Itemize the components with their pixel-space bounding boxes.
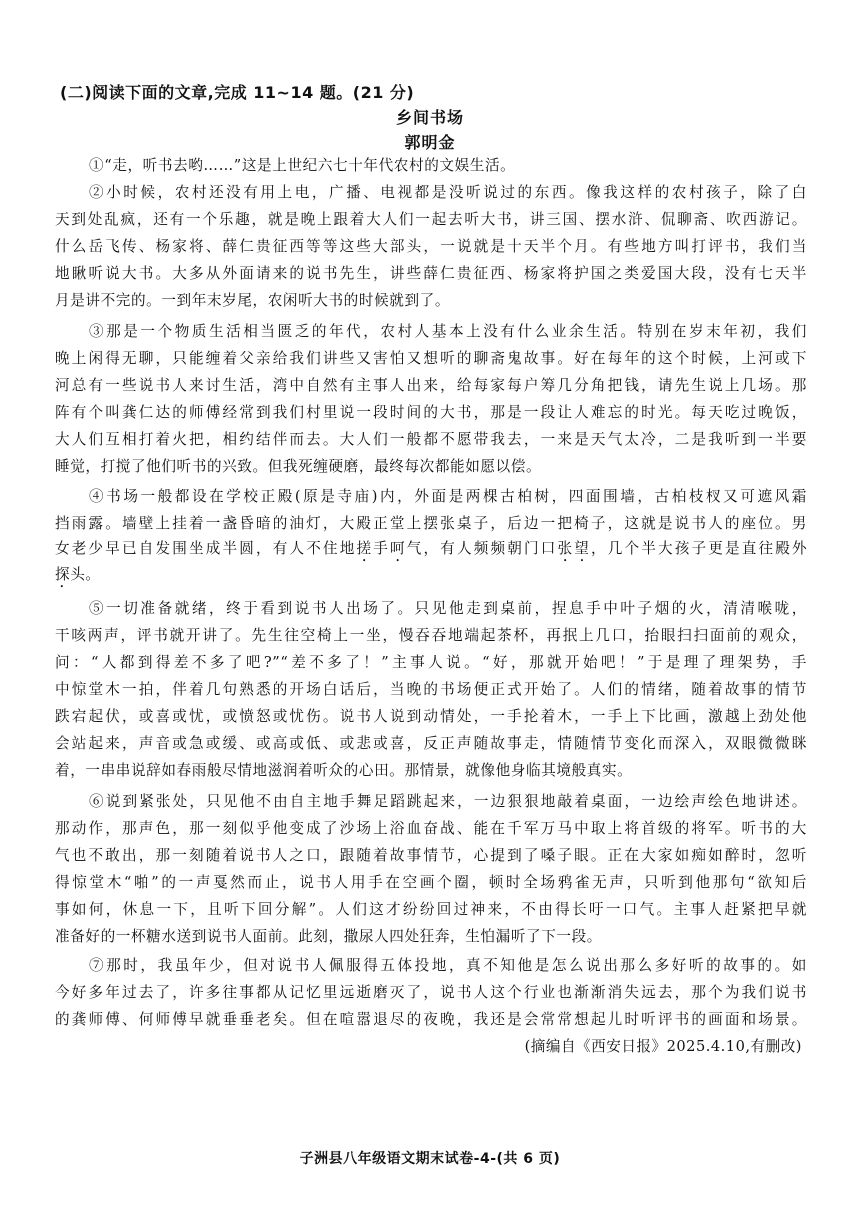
paragraph-4-line-3: 女老少早已自发围坐成半圆，有人不住地搓手呵气，有人频频朝门口张望，几个半大孩子更是直往殿外 [55,540,807,557]
emphasis-mark: 搓 [356,540,374,557]
paragraph-5-line-3: 问：“人都到得差不多了吧?”“差不多了！”主事人说。“好，那就开始吧！”于是理了理架势，手 [55,654,807,671]
article-author: 郭明金 [404,133,456,152]
paragraph-3-line-6: 睡觉，打搅了他们听书的兴致。但我死缠硬磨，最终每次都能如愿以偿。 [55,458,542,475]
article-source: (摘编自《西安日报》2025.4.10,有删改) [524,1038,802,1055]
paragraph-4-line-4: 探头。 [55,566,101,583]
paragraph-3-line-3: 河总有一些说书人来讨生活，湾中自然有主事人出来，给每家每户筹几分角把钱，请先生说上几场。那 [55,377,807,394]
paragraph-5-line-4: 中惊堂木一拍，伴着几句熟悉的开场白话后，当晚的书场便正式开始了。人们的情绪，随着故事的情节 [55,681,807,698]
emphasis-mark: 探 [55,566,71,583]
paragraph-6-line-6: 准备好的一杯糖水送到说书人面前。此刻，撒尿人四处狂奔，生怕漏听了下一段。 [55,928,602,945]
paragraph-2-line-4: 地瞅听说大书。大多从外面请来的说书先生，讲些薛仁贵征西、杨家将护国之类爱国大段，没有七天半 [55,265,807,282]
paragraph-2-line-2: 天到处乱疯，还有一个乐趣，就是晚上跟着大人们一起去听大书，讲三国、摆水浒、侃聊斋、吹西游记。 [55,211,807,228]
paragraph-2-line-5: 月是讲不完的。一到年末岁尾，农闲听大书的时候就到了。 [55,292,451,309]
paragraph-6-line-2: 那动作，那声色，那一刻似乎他变成了沙场上浴血奋战、能在千军万马中取上将首级的将军。听书的大 [55,820,807,837]
article-title: 乡间书场 [395,108,464,127]
paragraph-1-line-1: ①“走，听书去哟……”这是上世纪六七十年代农村的文娱生活。 [89,157,516,174]
paragraph-3-line-1: ③那是一个物质生活相当匮乏的年代，农村人基本上没有什么业余生活。特别在岁末年初，我们 [89,323,807,340]
paragraph-4-line-2: 挡雨露。墙壁上挂着一盏昏暗的油灯，大殿正堂上摆张桌子，后边一把椅子，这就是说书人的座位。男 [55,515,807,532]
paragraph-5-line-1: ⑤一切准备就绪，终于看到说书人出场了。只见他走到桌前，捏息手中叶子烟的火，清清喉咙， [89,600,807,617]
paragraph-3-line-2: 晚上闲得无聊，只能缠着父亲给我们讲些又害怕又想听的聊斋鬼故事。好在每年的这个时候，上河或下 [55,350,807,367]
paragraph-6-line-4: 得惊堂木“啪”的一声戛然而止，说书人用手在空画个圈，顿时全场鸦雀无声，只听到他那句“欲知后 [55,874,807,891]
paragraph-3-line-4: 阵有个叫龚仁达的师傅经常到我们村里说一段时间的大书，那是一段让人难忘的时光。每天吃过晚饭， [55,404,807,421]
paragraph-6-line-3: 气也不敢出，那一刻随着说书人之口，跟随着故事情节，心提到了嗓子眼。正在大家如痴如醉时，忽听 [55,847,807,864]
section-heading: (二)阅读下面的文章,完成 11~14 题。(21 分) [60,83,415,102]
page-footer: 子洲县八年级语文期末试卷-4-(共 6 页) [299,1151,561,1167]
paragraph-7-line-1: ⑦那时，我虽年少，但对说书人佩服得五体投地，真不知他是怎么说出那么多好听的故事的。如 [89,957,807,974]
paragraph-6-line-5: 事如何，休息一下，且听下回分解”。人们这才纷纷回过神来，不由得长吁一口气。主事人赶紧把早就 [55,901,807,918]
emphasis-mark: 张 [557,540,575,557]
emphasis-mark: 呵 [390,540,407,557]
paragraph-6-line-1: ⑥说到紧张处，只见他不由自主地手舞足蹈跳起来，一边狠狠地敲着桌面，一边绘声绘色地讲述。 [89,793,807,810]
emphasis-mark: 望 [574,540,591,557]
paragraph-7-line-2: 今好多年过去了，许多往事都从记忆里远逝磨灭了，说书人这个行业也渐渐消失远去，那个为我们说书 [55,984,807,1001]
paragraph-5-line-7: 着，一串串说辞如春雨般尽情地滋润着听众的心田。那情景，就像他身临其境般真实。 [55,762,633,779]
paragraph-5-line-5: 跌宕起伏，或喜或忧，或愤怒或忧伤。说书人说到动情处，一手抡着木，一手上下比画，激越上劲处他 [55,708,807,725]
paragraph-5-line-6: 会站起来，声音或急或缓、或高或低、或悲或喜，反正声随故事走，情随情节变化而深入，双眼微微眯 [55,735,807,752]
paragraph-7-line-3: 的龚师傅、何师傅早就垂垂老矣。但在喧嚣退尽的夜晚，我还是会常常想起儿时听评书的画面和场景。 [55,1011,807,1028]
paragraph-2-line-1: ②小时候，农村还没有用上电，广播、电视都是没听说过的东西。像我这样的农村孩子，除了白 [89,184,807,201]
paragraph-2-line-3: 什么岳飞传、杨家将、薛仁贵征西等等这些大部头，一说就是十天半个月。有些地方叫打评书，我们当 [55,238,807,255]
paragraph-5-line-2: 干咳两声，评书就开讲了。先生往空椅上一坐，慢吞吞地端起茶杯，再抿上几口，抬眼扫扫面前的观众， [55,627,807,644]
paragraph-4-line-1: ④书场一般都设在学校正殿(原是寺庙)内，外面是两棵古柏树，四面围墙，古柏枝杈又可遮风霜 [89,488,807,505]
paragraph-3-line-5: 大人们互相打着火把，相约结伴而去。大人们一般都不愿带我去，一来是天气太冷，二是我听到一半要 [55,431,807,448]
